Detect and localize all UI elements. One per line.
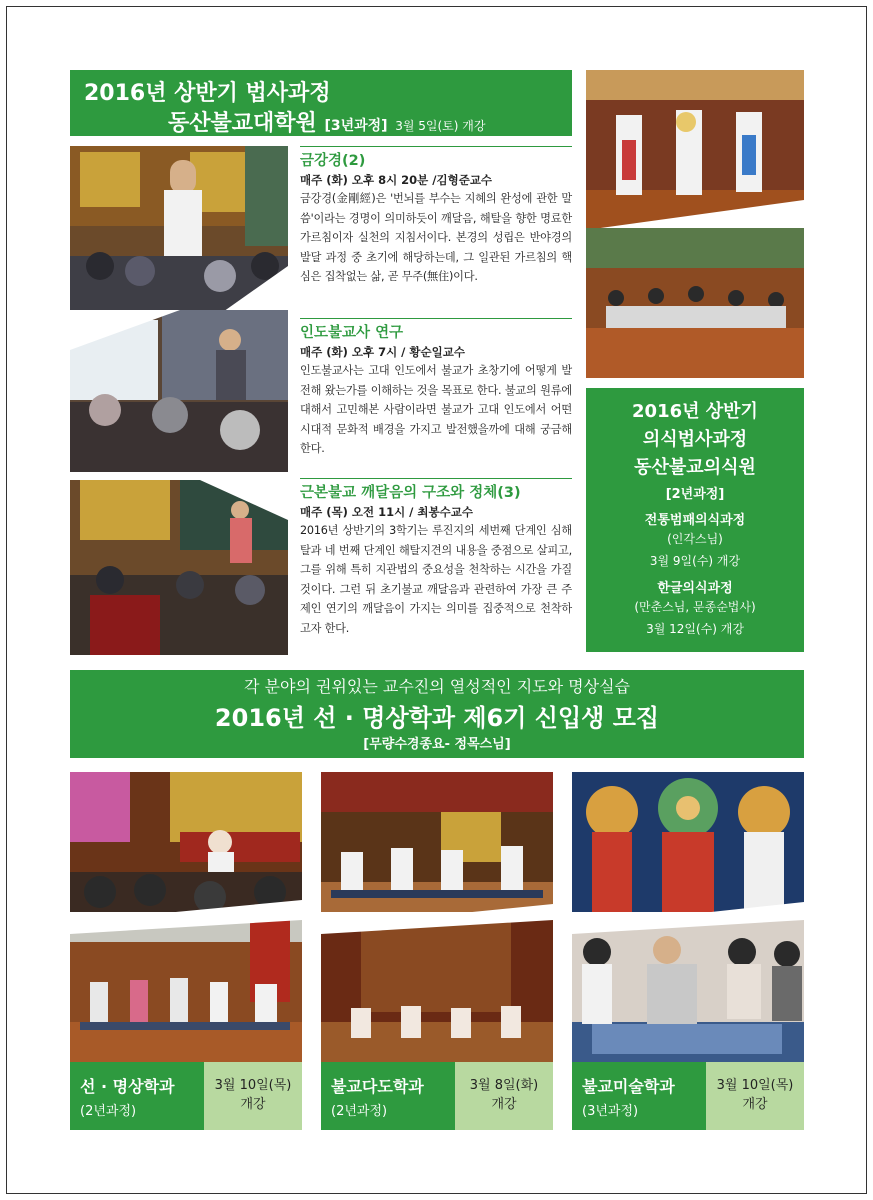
header-title-line2 xyxy=(168,106,485,137)
ritual-title-line2: 의식법사과정 xyxy=(642,429,748,450)
course-schedule: 매주 (목) 오전 11시 / 최봉수교수 xyxy=(300,505,473,519)
ritual-course1-start: 3월 9일(수) 개강 xyxy=(649,554,741,568)
buddhist-painting-photo xyxy=(572,772,804,927)
dept-name: 선 · 명상학과 xyxy=(80,1077,175,1096)
dept-name: 불교미술학과 xyxy=(582,1077,675,1096)
ritual-title-line1: 2016년 상반기 xyxy=(632,401,758,422)
dept-name-box xyxy=(70,1062,204,1130)
course-indian-buddhism xyxy=(300,318,572,459)
school-name: 동산불교대학원 xyxy=(168,111,317,136)
recruitment-banner xyxy=(70,670,804,758)
ritual-course2-start: 3월 12일(수) 개강 xyxy=(646,622,744,636)
ritual-duration: [2년과정] xyxy=(665,487,725,502)
dept-name-box xyxy=(572,1062,706,1130)
course-start-date: 3월 5일(토) 개강 xyxy=(395,119,486,133)
lecture-photo-2 xyxy=(70,310,288,472)
graduate-school-header xyxy=(70,70,572,136)
course-schedule: 매주 (화) 오후 7시 / 황순일교수 xyxy=(300,345,465,359)
banner-subtitle: [무량수경종요- 정목스님] xyxy=(363,737,511,752)
header-title-line1: 2016년 상반기 법사과정 xyxy=(84,81,331,106)
dept-period: (2년과정) xyxy=(80,1104,137,1119)
divider xyxy=(300,478,572,479)
lecture-photo-1 xyxy=(70,146,288,314)
dept-name-box xyxy=(321,1062,455,1130)
course-schedule: 매주 (화) 오후 8시 20분 /김형준교수 xyxy=(300,173,493,187)
banner-title: 2016년 선 · 명상학과 제6기 신입생 모집 xyxy=(214,704,660,732)
dept-period: (2년과정) xyxy=(331,1104,388,1119)
meditation-photo-2 xyxy=(70,912,302,1062)
course-title: 인도불교사 연구 xyxy=(300,325,404,341)
dept-date: 3월 10일(목) xyxy=(214,1078,292,1093)
course-description: 금강경(金剛經)은 '번뇌를 부수는 지혜의 완성에 관한 말씀'이라는 경명이 의미하듯이 깨달음, 해탈을 향한 명료한 가르침이자 실천의 지침서이다. 본경의 성립은 반야경의 발달 과정 중 초기에 해당하는데, 그 일관된 가르침의 핵심은 집착없는 삶, 곧 무주(無住)이다. xyxy=(300,192,572,283)
dept-tea xyxy=(321,1062,553,1130)
banner-tagline: 각 분야의 권위있는 교수진의 열성적인 지도와 명상실습 xyxy=(243,677,630,696)
meditation-photo-1 xyxy=(70,772,302,922)
course-early-buddhism xyxy=(300,478,572,638)
tea-ceremony-photo-1 xyxy=(321,772,553,927)
dept-start-box xyxy=(455,1062,553,1130)
course-diamond-sutra xyxy=(300,146,572,287)
ritual-course1-teacher: (인각스님) xyxy=(667,532,723,546)
ritual-school-box xyxy=(586,388,804,652)
dept-start: 개강 xyxy=(491,1097,517,1112)
course-description: 인도불교사는 고대 인도에서 불교가 초창기에 어떻게 발전해 왔는가를 이해하는 것을 목표로 한다. 불교의 원류에 대해서 고민해본 사람이라면 불교가 고대 인도에서 어떤 시대적 문화적 배경을 가지고 발전했을까에 대해 궁금해 한다. xyxy=(300,364,572,455)
course-description: 2016년 상반기의 3학기는 루진지의 세번째 단계인 심해탈과 네 번째 단계인 해탈지견의 내용을 중점으로 살피고, 그를 위해 특히 지관법의 중요성을 천착하는 시간을 가질 것이다. 그런 뒤 초기불교 깨달음과 관련하여 가장 큰 주제인 연기의 깨달음이 가지는 의미를 집중적으로 천착하고자 한다. xyxy=(300,524,572,635)
dept-start-box xyxy=(706,1062,804,1130)
ritual-title-line3: 동산불교의식원 xyxy=(634,457,756,478)
ritual-course1-name: 전통범패의식과정 xyxy=(644,513,746,528)
dept-date: 3월 10일(목) xyxy=(716,1078,794,1093)
ritual-course2-teacher: (만춘스님, 문종순법사) xyxy=(634,600,756,614)
dept-meditation xyxy=(70,1062,302,1130)
dept-date: 3월 8일(화) xyxy=(469,1078,539,1093)
course-duration: [3년과정] xyxy=(324,118,388,134)
dept-start: 개강 xyxy=(240,1097,266,1112)
tea-ceremony-photo-2 xyxy=(321,912,553,1062)
lecture-photo-3 xyxy=(70,480,288,655)
ceremony-dance-photo xyxy=(586,70,804,230)
divider xyxy=(300,146,572,147)
course-title: 근본불교 깨달음의 구조와 정체(3) xyxy=(300,485,521,501)
dept-period: (3년과정) xyxy=(582,1104,639,1119)
dept-start-box xyxy=(204,1062,302,1130)
dept-art xyxy=(572,1062,804,1130)
painting-class-photo xyxy=(572,912,804,1062)
dept-start: 개강 xyxy=(742,1097,768,1112)
dept-name: 불교다도학과 xyxy=(331,1077,424,1096)
ritual-course2-name: 한글의식과정 xyxy=(657,581,733,596)
divider xyxy=(300,318,572,319)
ceremony-class-photo xyxy=(586,228,804,378)
course-title: 금강경(2) xyxy=(300,153,366,169)
